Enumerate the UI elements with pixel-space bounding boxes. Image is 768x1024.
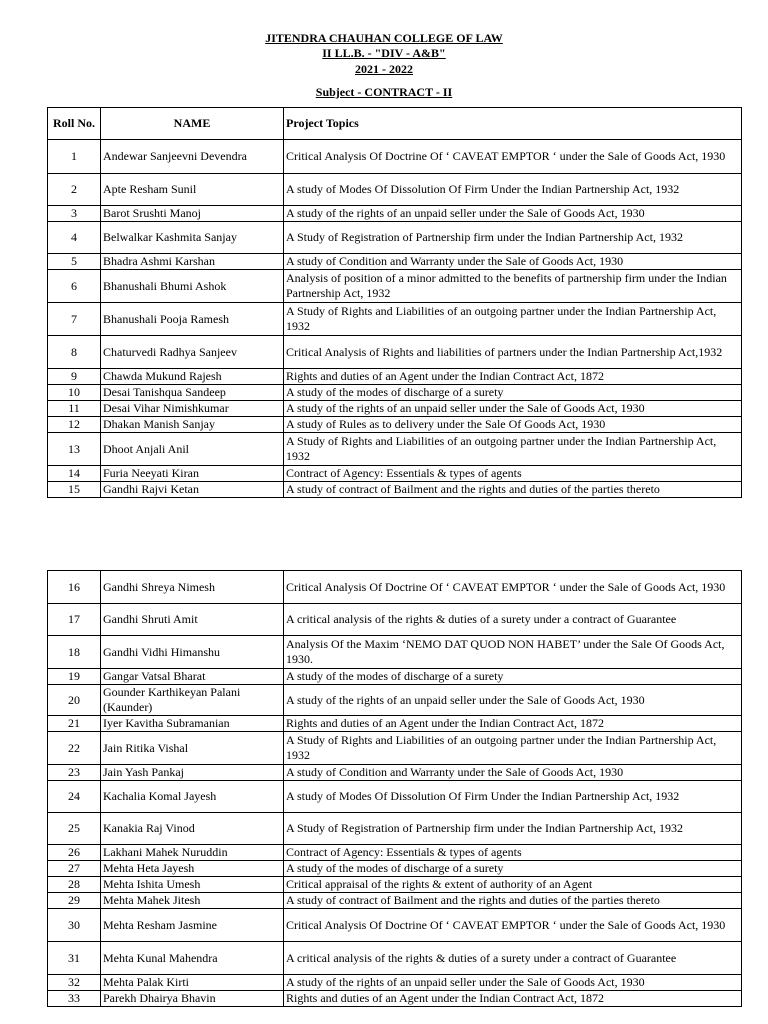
project-topic-cell: Rights and duties of an Agent under the Indian Contract Act, 1872 (284, 991, 742, 1007)
table-row (48, 685, 742, 716)
roll-no-cell: 9 (48, 369, 101, 385)
table-row (48, 604, 742, 636)
roll-no-cell: 20 (48, 685, 101, 716)
table-row (48, 482, 742, 498)
roll-no-cell: 29 (48, 893, 101, 909)
project-topic-cell: A critical analysis of the rights & duties of a surety under a contract of Guarantee (284, 604, 742, 636)
project-topic-cell: A critical analysis of the rights & duties of a surety under a contract of Guarantee (284, 942, 742, 975)
roll-no-cell: 6 (48, 270, 101, 303)
roll-no-cell: 13 (48, 433, 101, 466)
roll-no-header: Roll No. (48, 108, 101, 140)
project-topic-cell: A study of the rights of an unpaid seller under the Sale of Goods Act, 1930 (284, 206, 742, 222)
student-name-cell: Gangar Vatsal Bharat (101, 669, 284, 685)
table-row (48, 845, 742, 861)
roll-no-cell: 1 (48, 140, 101, 174)
roll-no-cell: 23 (48, 765, 101, 781)
roll-no-cell: 30 (48, 909, 101, 942)
project-topic-cell: Analysis of position of a minor admitted to the benefits of partnership firm under the Indian Partnership Act, 1932 (284, 270, 742, 303)
table-row (48, 669, 742, 685)
table-row (48, 206, 742, 222)
project-topic-cell: Critical Analysis Of Doctrine Of ‘ CAVEAT EMPTOR ‘ under the Sale of Goods Act, 1930 (284, 571, 742, 604)
class-title: II LL.B. - "DIV - A&B" (322, 46, 446, 60)
student-name-cell: Gounder Karthikeyan Palani (Kaunder) (101, 685, 284, 716)
roll-no-cell: 3 (48, 206, 101, 222)
table-row (48, 401, 742, 417)
table-row (48, 174, 742, 206)
student-name-cell: Dhakan Manish Sanjay (101, 417, 284, 433)
table-row (48, 765, 742, 781)
project-topic-cell: A Study of Registration of Partnership firm under the Indian Partnership Act, 1932 (284, 813, 742, 845)
student-name-cell: Mehta Kunal Mahendra (101, 942, 284, 975)
roll-no-cell: 8 (48, 336, 101, 369)
student-name-cell: Desai Tanishqua Sandeep (101, 385, 284, 401)
table-row (48, 716, 742, 732)
project-topic-cell: Rights and duties of an Agent under the Indian Contract Act, 1872 (284, 716, 742, 732)
student-name-cell: Furia Neeyati Kiran (101, 466, 284, 482)
project-topics-table-part-2 (47, 570, 742, 1007)
project-topic-cell: A study of the rights of an unpaid seller under the Sale of Goods Act, 1930 (284, 401, 742, 417)
student-name-cell: Andewar Sanjeevni Devendra (101, 140, 284, 174)
project-topic-cell: A Study of Rights and Liabilities of an outgoing partner under the Indian Partnership Act, 1932 (284, 732, 742, 765)
roll-no-cell: 25 (48, 813, 101, 845)
table-row (48, 975, 742, 991)
roll-no-cell: 7 (48, 303, 101, 336)
table-header-row (48, 108, 742, 140)
roll-no-cell: 19 (48, 669, 101, 685)
student-name-cell: Gandhi Rajvi Ketan (101, 482, 284, 498)
student-name-cell: Desai Vihar Nimishkumar (101, 401, 284, 417)
roll-no-cell: 26 (48, 845, 101, 861)
project-topic-cell: A study of Condition and Warranty under the Sale of Goods Act, 1930 (284, 765, 742, 781)
table-row (48, 369, 742, 385)
project-topics-header: Project Topics (284, 108, 742, 140)
table-row (48, 303, 742, 336)
roll-no-cell: 4 (48, 222, 101, 254)
project-topic-cell: A study of contract of Bailment and the rights and duties of the parties thereto (284, 482, 742, 498)
project-topic-cell: A Study of Rights and Liabilities of an outgoing partner under the Indian Partnership Act, 1932 (284, 433, 742, 466)
project-topics-table-part-1 (47, 107, 742, 498)
project-topic-cell: A Study of Registration of Partnership firm under the Indian Partnership Act, 1932 (284, 222, 742, 254)
student-name-cell: Belwalkar Kashmita Sanjay (101, 222, 284, 254)
project-topic-cell: Analysis Of the Maxim ‘NEMO DAT QUOD NON HABET’ under the Sale Of Goods Act, 1930. (284, 636, 742, 669)
table-row (48, 571, 742, 604)
roll-no-cell: 27 (48, 861, 101, 877)
project-topic-cell: Contract of Agency: Essentials & types of agents (284, 466, 742, 482)
student-name-cell: Mehta Mahek Jitesh (101, 893, 284, 909)
table-row (48, 991, 742, 1007)
student-name-cell: Iyer Kavitha Subramanian (101, 716, 284, 732)
roll-no-cell: 12 (48, 417, 101, 433)
roll-no-cell: 22 (48, 732, 101, 765)
project-topic-cell: A study of the modes of discharge of a surety (284, 385, 742, 401)
project-topic-cell: A study of the rights of an unpaid seller under the Sale of Goods Act, 1930 (284, 685, 742, 716)
project-topic-cell: A study of contract of Bailment and the rights and duties of the parties thereto (284, 893, 742, 909)
project-topic-cell: Critical Analysis Of Doctrine Of ‘ CAVEAT EMPTOR ‘ under the Sale of Goods Act, 1930 (284, 909, 742, 942)
student-name-cell: Apte Resham Sunil (101, 174, 284, 206)
roll-no-cell: 31 (48, 942, 101, 975)
project-topic-cell: Critical appraisal of the rights & extent of authority of an Agent (284, 877, 742, 893)
project-topic-cell: A study of the rights of an unpaid seller under the Sale of Goods Act, 1930 (284, 975, 742, 991)
student-name-cell: Mehta Heta Jayesh (101, 861, 284, 877)
student-name-cell: Gandhi Shreya Nimesh (101, 571, 284, 604)
student-name-cell: Jain Ritika Vishal (101, 732, 284, 765)
table-row (48, 466, 742, 482)
table-row (48, 254, 742, 270)
roll-no-cell: 28 (48, 877, 101, 893)
project-topic-cell: A study of Modes Of Dissolution Of Firm Under the Indian Partnership Act, 1932 (284, 174, 742, 206)
roll-no-cell: 18 (48, 636, 101, 669)
roll-no-cell: 14 (48, 466, 101, 482)
project-topic-cell: Critical Analysis of Rights and liabilities of partners under the Indian Partnership Act,1932 (284, 336, 742, 369)
table-row (48, 877, 742, 893)
student-name-cell: Gandhi Shruti Amit (101, 604, 284, 636)
project-topic-cell: Contract of Agency: Essentials & types of agents (284, 845, 742, 861)
student-name-cell: Chawda Mukund Rajesh (101, 369, 284, 385)
roll-no-cell: 33 (48, 991, 101, 1007)
college-title: JITENDRA CHAUHAN COLLEGE OF LAW (265, 31, 503, 45)
roll-no-cell: 5 (48, 254, 101, 270)
roll-no-cell: 24 (48, 781, 101, 813)
roll-no-cell: 16 (48, 571, 101, 604)
student-name-cell: Bhanushali Pooja Ramesh (101, 303, 284, 336)
project-topic-cell: A study of the modes of discharge of a surety (284, 861, 742, 877)
table-row (48, 270, 742, 303)
student-name-cell: Kanakia Raj Vinod (101, 813, 284, 845)
table-row (48, 140, 742, 174)
table-row (48, 417, 742, 433)
academic-year: 2021 - 2022 (355, 62, 413, 76)
student-name-cell: Mehta Palak Kirti (101, 975, 284, 991)
roll-no-cell: 11 (48, 401, 101, 417)
table-row (48, 861, 742, 877)
table-row (48, 336, 742, 369)
roll-no-cell: 32 (48, 975, 101, 991)
student-name-cell: Barot Srushti Manoj (101, 206, 284, 222)
project-topic-cell: Critical Analysis Of Doctrine Of ‘ CAVEAT EMPTOR ‘ under the Sale of Goods Act, 1930 (284, 140, 742, 174)
name-header: NAME (101, 108, 284, 140)
subject-title: Subject - CONTRACT - II (315, 85, 453, 99)
student-name-cell: Mehta Resham Jasmine (101, 909, 284, 942)
project-topic-cell: A study of the modes of discharge of a surety (284, 669, 742, 685)
student-name-cell: Bhanushali Bhumi Ashok (101, 270, 284, 303)
table-row (48, 781, 742, 813)
table-row (48, 222, 742, 254)
table-row (48, 732, 742, 765)
roll-no-cell: 17 (48, 604, 101, 636)
student-name-cell: Parekh Dhairya Bhavin (101, 991, 284, 1007)
project-topic-cell: A study of Modes Of Dissolution Of Firm Under the Indian Partnership Act, 1932 (284, 781, 742, 813)
student-name-cell: Chaturvedi Radhya Sanjeev (101, 336, 284, 369)
student-name-cell: Bhadra Ashmi Karshan (101, 254, 284, 270)
student-name-cell: Mehta Ishita Umesh (101, 877, 284, 893)
student-name-cell: Lakhani Mahek Nuruddin (101, 845, 284, 861)
project-topic-cell: A study of Rules as to delivery under the Sale Of Goods Act, 1930 (284, 417, 742, 433)
student-name-cell: Jain Yash Pankaj (101, 765, 284, 781)
roll-no-cell: 10 (48, 385, 101, 401)
roll-no-cell: 15 (48, 482, 101, 498)
student-name-cell: Gandhi Vidhi Himanshu (101, 636, 284, 669)
roll-no-cell: 21 (48, 716, 101, 732)
table-row (48, 636, 742, 669)
table-row (48, 433, 742, 466)
project-topic-cell: A Study of Rights and Liabilities of an outgoing partner under the Indian Partnership Act, 1932 (284, 303, 742, 336)
student-name-cell: Kachalia Komal Jayesh (101, 781, 284, 813)
table-row (48, 385, 742, 401)
roll-no-cell: 2 (48, 174, 101, 206)
table-row (48, 893, 742, 909)
table-row (48, 909, 742, 942)
table-row (48, 942, 742, 975)
project-topic-cell: Rights and duties of an Agent under the Indian Contract Act, 1872 (284, 369, 742, 385)
table-row (48, 813, 742, 845)
project-topic-cell: A study of Condition and Warranty under the Sale of Goods Act, 1930 (284, 254, 742, 270)
student-name-cell: Dhoot Anjali Anil (101, 433, 284, 466)
